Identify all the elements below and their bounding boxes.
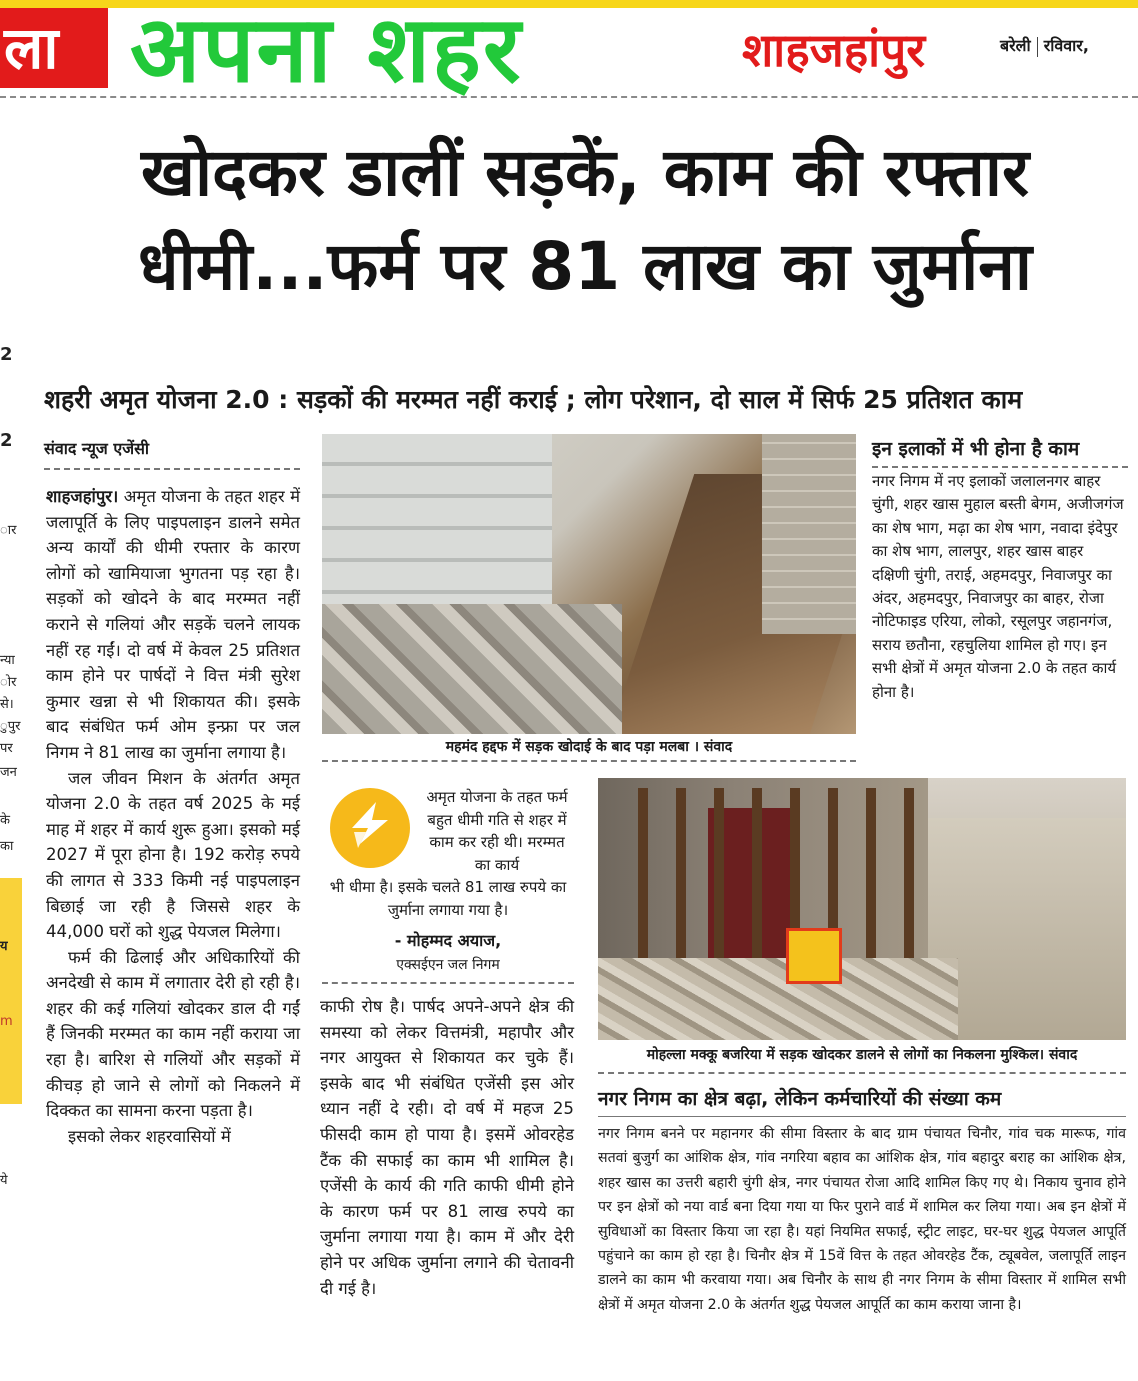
left-edge-fragment: का: [0, 839, 14, 854]
story-paragraph: फर्म की ढिलाई और अधिकारियों की अनदेखी से काम में लगातार देरी हो रही है। शहर की कई गलियां खोदकर डाल दी गईं हैं जिनकी मरम्मत का काम नहीं कराया जा रहा है। बारिश से गलियों और सड़कों में कीचड़ हो जाने से लोगों को निकलने में दिक्कत का सामना करना पड़ता है।: [46, 947, 300, 1121]
headline-line-2: धीमी...फर्म पर 81 लाख का जुर्माना: [138, 228, 1032, 305]
photo-paving: [762, 434, 856, 634]
left-edge-fragment: य: [0, 939, 8, 954]
masthead: [0, 0, 1138, 103]
sidebar-body: नगर निगम में नए इलाकों जलालनगर बाहर चुंगी, शहर खास मुहाल बस्ती बेगम, अजीजगंज का शेष भाग, मढ़ा का शेष भाग, नवादा इंदेपुर का शेष भाग, लालपुर, शहर खास बाहर दक्षिणी चुंगी, तराई, अहमदपुर, निवाजपुर का अंदर, अहमदपुर, निवाजपुर का बाहर, रोजा नोटिफाइड एरिया, लोको, रसूलपुर जहानगंज, सराय छतौना, रहचुलिया शामिल हो गए। इन सभी क्षेत्रों में अमृत योजना 2.0 के तहत कार्य होना है।: [872, 472, 1124, 701]
city-name: शाहजहांपुर: [742, 23, 926, 77]
left-edge-fragment: m: [0, 1014, 13, 1029]
photo-rubble: [322, 604, 622, 734]
sidebar-title: इन इलाकों में भी होना है काम: [872, 436, 1128, 468]
left-page-yellow-strip: [0, 878, 22, 1104]
caption-rule: [598, 1072, 1126, 1074]
day-name: रविवार,: [1043, 36, 1089, 55]
section-brand: अपना शहर: [130, 0, 523, 103]
left-edge-fragment: पर: [0, 741, 13, 756]
quote-author-role: एक्सईएन जल निगम: [396, 957, 500, 973]
masthead-rule: [0, 96, 1138, 98]
region-name: बरेली: [1000, 36, 1031, 55]
story-paragraph: काफी रोष है। पार्षद अपने-अपने क्षेत्र की समस्या को लेकर वित्तमंत्री, महापौर और नगर आयुक्त से शिकायत कर चुके हैं। इसके बाद भी संबंधित एजेंसी इस ओर ध्यान नहीं दे रही। दो वर्ष में महज 25 फीसदी काम हो पाया है। इसमें ओवरहेड टैंक की सफाई का काम भी शामिल है। एजेंसी के कार्य की गति काफी धीमी होने के कारण फर्म पर 81 लाख रुपये का जुर्माना लगाया गया है। काम में और देरी होने पर अधिक जुर्माना लगाने की चेतावनी दी गई है।: [320, 997, 574, 1298]
left-edge-fragment: ये: [0, 1173, 8, 1188]
dateline: [1000, 34, 1089, 58]
story-paragraph: इसको लेकर शहरवासियों में: [68, 1126, 231, 1146]
headline: [40, 126, 1130, 314]
left-edge-fragment: के: [0, 813, 10, 828]
story-column-1: [46, 484, 300, 1149]
caption-rule: [322, 760, 856, 762]
photo-caption: महमंद हद्दफ में सड़क खोदाई के बाद पड़ा मलबा । संवाद: [445, 739, 733, 755]
story-paragraph: जल जीवन मिशन के अंतर्गत अमृत योजना 2.0 के तहत वर्ष 2025 के मई माह में शहर में कार्य शुरू हुआ। इसको मई 2027 में पूरा होना है। 192 करोड़ रुपये की लागत से 333 किमी नई पाइपलाइन बिछाई जा रही है जिससे शहर के 44,000 घरों को शुद्ध पेयजल मिलेगा।: [46, 768, 300, 942]
left-edge-fragment: ार: [0, 523, 17, 538]
quote-text: [322, 786, 574, 921]
quote-text-flow: अमृत योजना के तहत फर्म बहुत धीमी गति से शहर में काम कर रही थी। मरम्मत का कार्य: [426, 788, 568, 874]
byline: संवाद न्यूज एजेंसी: [44, 436, 300, 470]
edition-label: ला: [0, 8, 108, 88]
photo-bag: [786, 928, 842, 984]
left-edge-fragment: से।: [0, 697, 14, 712]
photo-debris: [598, 958, 958, 1040]
quote-text-tail: भी धीमा है। इसके चलते 81 लाख रुपये का जुर्माना लगाया गया है।: [329, 878, 567, 919]
story-dateline: शाहजहांपुर।: [46, 487, 119, 506]
dateline-separator: [1037, 37, 1038, 57]
left-edge-fragment: जन: [0, 765, 17, 780]
quote-rule: [322, 982, 574, 984]
left-edge-fragment: ोर: [0, 675, 17, 690]
photo-poles: [638, 788, 918, 978]
box-rule: [598, 1116, 1126, 1117]
photo-lane-dug: [598, 778, 1126, 1040]
story-column-2: [320, 994, 574, 1301]
left-edge-fragment: 2: [0, 430, 13, 451]
box-body: नगर निगम बनने पर महानगर की सीमा विस्तार के बाद ग्राम पंचायत चिनौर, गांव चक मारूफ, गांव सतवां बुजुर्ग का आंशिक क्षेत्र, गांव नगरिया बहाव का आंशिक क्षेत्र, गांव बहादुर बराह का आंशिक क्षेत्र, शहर खास का उत्तरी बहारी चुंगी क्षेत्र, नगर पंचायत रोजा आदि शामिल किए गए थे। निकाय चुनाव होने पर इन क्षेत्रों को नया वार्ड बना दिया गया या फिर पुराने वार्ड में शामिल कर लिया गया। अब इन क्षेत्रों में सुविधाओं का विस्तार किया जा रहा है। यहां नियमित सफाई, स्ट्रीट लाइट, घर-घर शुद्ध पेयजल आपूर्ति पहुंचाने का काम हो रहा है। चिनौर क्षेत्र में 15वें वित्त के तहत ओवरहेड टैंक, ट्यूबवेल, जलापूर्ति लाइन डालने का काम भी करवाया गया। अब चिनौर के साथ ही नगर निगम के सीमा विस्तार में शामिल सभी क्षेत्रों में अमृत योजना 2.0 के अंतर्गत शुद्ध पेयजल आपूर्ति का काम कराया जाना है।: [598, 1126, 1126, 1313]
photo-caption: मोहल्ला मक्कू बजरिया में सड़क खोदकर डालने से लोगों का निकलना मुश्किल। संवाद: [646, 1047, 1078, 1063]
box-title: नगर निगम का क्षेत्र बढ़ा, लेकिन कर्मचारियों की संख्या कम: [598, 1088, 1002, 1110]
left-edge-fragment: ुपुर: [0, 719, 21, 734]
headline-line-1: खोदकर डालीं सड़कें, काम की रफ्तार: [141, 134, 1029, 211]
quote-author: - मोहम्मद अयाज,: [394, 931, 502, 950]
left-edge-fragment: 2: [0, 344, 13, 365]
story-paragraph: अमृत योजना के तहत शहर में जलापूर्ति के लिए पाइपलाइन डालने समेत अन्य कार्यों की धीमी रफ्तार के कारण लोगों को खामियाजा भुगतना पड़ रहा है। सड़कों को खोदने के बाद मरम्मत नहीं कराने से गलियां और सड़कें चलने लायक नहीं रह गईं। दो वर्ष में केवल 25 प्रतिशत काम होने पर पार्षदों ने वित्त मंत्री सुरेश कुमार खन्ना से भी शिकायत की। इसके बाद संबंधित फर्म ओम इन्फ्रा पर जल निगम ने 81 लाख का जुर्माना लगाया है।: [46, 487, 300, 762]
left-edge-fragment: न्या: [0, 653, 15, 668]
photo-road-debris: [322, 434, 856, 734]
subheadline: शहरी अमृत योजना 2.0 : सड़कों की मरम्मत नहीं कराई ; लोग परेशान, दो साल में सिर्फ 25 प्रतिशत काम: [44, 385, 1023, 414]
